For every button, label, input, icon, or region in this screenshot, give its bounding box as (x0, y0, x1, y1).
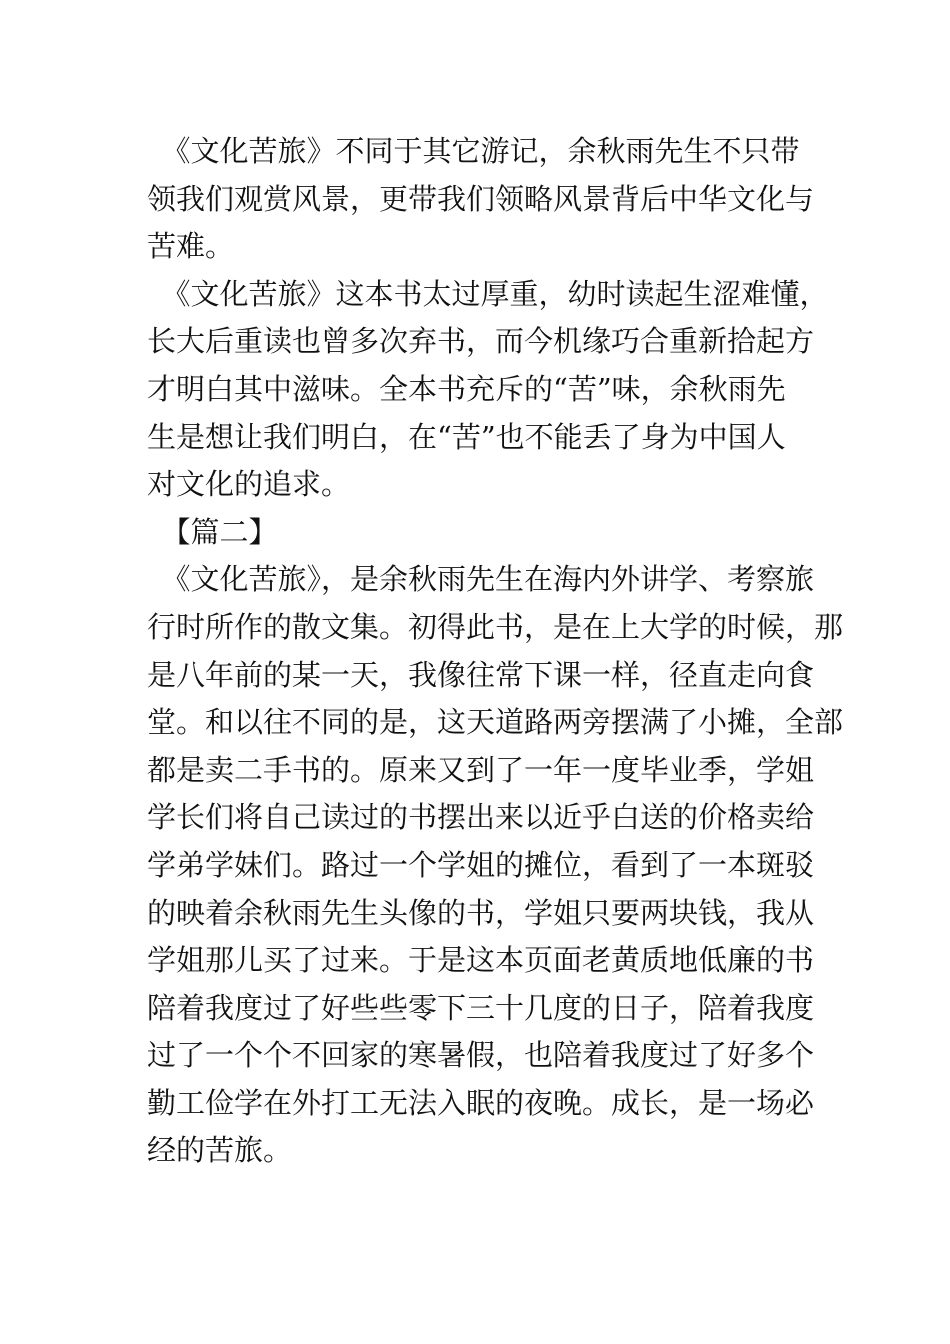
text-line: 才明白其中滋味。全本书充斥的“苦”味，余秋雨先 (147, 371, 786, 406)
text-line: 行时所作的散文集。初得此书，是在上大学的时候，那 (147, 609, 844, 644)
text-line: 过了一个个不回家的寒暑假，也陪着我度过了好多个 (147, 1038, 815, 1073)
text-line: 学长们将自己读过的书摆出来以近乎白送的价格卖给 (147, 800, 815, 835)
text-line: 领我们观赏风景，更带我们领略风景背后中华文化与 (147, 181, 815, 216)
text-line: 的映着余秋雨先生头像的书，学姐只要两块钱，我从 (147, 895, 815, 930)
document-body (147, 128, 844, 1175)
text-line: 是八年前的某一天，我像往常下课一样，径直走向食 (147, 657, 815, 692)
text-line: 《文化苦旅》不同于其它游记，余秋雨先生不只带 (147, 134, 800, 168)
text-line: 都是卖二手书的。原来又到了一年一度毕业季，学姐 (147, 752, 815, 787)
text-line: 堂。和以往不同的是，这天道路两旁摆满了小摊，全部 (147, 705, 844, 740)
text-line: 《文化苦旅》这本书太过厚重，幼时读起生涩难懂， (147, 276, 829, 311)
text-line: 生是想让我们明白，在“苦”也不能丢了身为中国人 (147, 419, 786, 454)
text-line: 勤工俭学在外打工无法入眠的夜晚。成长，是一场必 (147, 1085, 815, 1120)
text-line: 陪着我度过了好些些零下三十几度的日子，陪着我度 (147, 990, 815, 1025)
text-line: 苦难。 (147, 229, 235, 264)
text-line: 经的苦旅。 (147, 1133, 293, 1168)
text-line: 对文化的追求。 (147, 467, 351, 502)
text-line: 学弟学妹们。路过一个学姐的摊位，看到了一本斑驳 (147, 847, 815, 882)
section-heading: 【篇二】 (147, 514, 278, 549)
text-line: 学姐那儿买了过来。于是这本页面老黄质地低廉的书 (147, 943, 815, 978)
text-line: 《文化苦旅》，是余秋雨先生在海内外讲学、考察旅 (147, 562, 815, 597)
text-line: 长大后重读也曾多次弃书，而今机缘巧合重新拾起方 (147, 324, 815, 359)
